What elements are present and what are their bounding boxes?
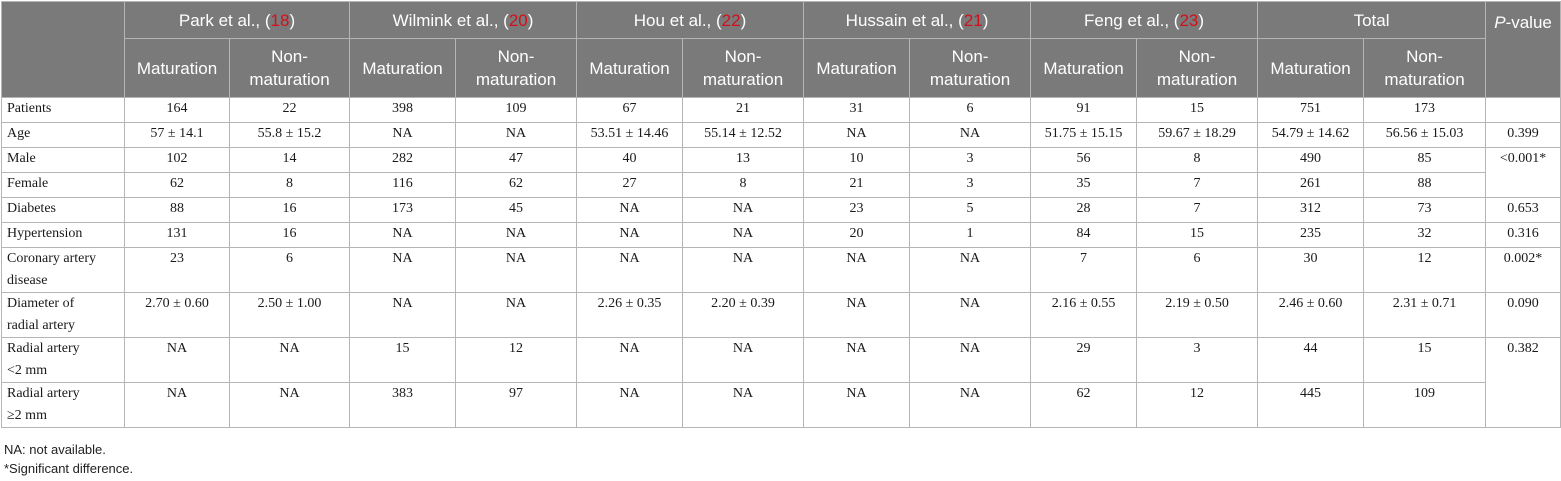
table-cell: 22 xyxy=(230,98,350,123)
table-cell: 116 xyxy=(350,173,456,198)
total-header: Total xyxy=(1258,2,1486,39)
table-footnotes xyxy=(4,440,133,478)
table-cell: NA xyxy=(683,338,804,383)
study-header: Hussain et al., (21) xyxy=(804,2,1031,39)
table-cell: 21 xyxy=(683,98,804,123)
row-label: Male xyxy=(2,148,125,173)
table-cell: NA xyxy=(456,293,577,338)
table-cell: NA xyxy=(910,293,1031,338)
table-cell: 7 xyxy=(1137,198,1258,223)
row-label: Hypertension xyxy=(2,223,125,248)
table-cell: NA xyxy=(804,123,910,148)
table-cell: 21 xyxy=(804,173,910,198)
table-cell: 6 xyxy=(230,248,350,293)
table-cell: NA xyxy=(804,248,910,293)
table-cell: 2.46 ± 0.60 xyxy=(1258,293,1364,338)
table-cell: 6 xyxy=(1137,248,1258,293)
table-cell: 44 xyxy=(1258,338,1364,383)
table-cell: 398 xyxy=(350,98,456,123)
p-value-cell: <0.001* xyxy=(1486,148,1561,198)
table-cell: 3 xyxy=(910,148,1031,173)
table-cell: NA xyxy=(456,223,577,248)
table-row xyxy=(2,338,1561,383)
table-cell: NA xyxy=(910,248,1031,293)
row-label: Coronary artery disease xyxy=(2,248,125,293)
non-maturation-header: Non- maturation xyxy=(1364,39,1486,98)
p-value-cell xyxy=(1486,98,1561,123)
table-cell: 3 xyxy=(1137,338,1258,383)
table-cell: NA xyxy=(230,383,350,428)
table-row xyxy=(2,148,1561,173)
table-cell: 109 xyxy=(456,98,577,123)
p-value-cell: 0.316 xyxy=(1486,223,1561,248)
table-cell: 8 xyxy=(230,173,350,198)
table-cell: 7 xyxy=(1137,173,1258,198)
table-cell: NA xyxy=(910,123,1031,148)
table-cell: NA xyxy=(910,383,1031,428)
table-cell: NA xyxy=(804,338,910,383)
table-cell: 2.19 ± 0.50 xyxy=(1137,293,1258,338)
table-cell: 88 xyxy=(1364,173,1486,198)
table-cell: NA xyxy=(683,248,804,293)
table-cell: 73 xyxy=(1364,198,1486,223)
table-cell: NA xyxy=(804,293,910,338)
table-cell: 7 xyxy=(1031,248,1137,293)
non-maturation-header: Non- maturation xyxy=(1137,39,1258,98)
table-cell: NA xyxy=(804,383,910,428)
table-cell: 3 xyxy=(910,173,1031,198)
footnote: *Significant difference. xyxy=(4,461,134,476)
table-row xyxy=(2,123,1561,148)
p-value-cell: 0.653 xyxy=(1486,198,1561,223)
row-label: Diameter of radial artery xyxy=(2,293,125,338)
table-cell: 57 ± 14.1 xyxy=(125,123,230,148)
table-cell: 2.70 ± 0.60 xyxy=(125,293,230,338)
table-cell: NA xyxy=(350,223,456,248)
table-cell: NA xyxy=(577,248,683,293)
corner-cell xyxy=(2,2,125,98)
maturation-header: Maturation xyxy=(577,39,683,98)
table-cell: 16 xyxy=(230,198,350,223)
table-cell: 12 xyxy=(1137,383,1258,428)
table-cell: 62 xyxy=(456,173,577,198)
table-cell: 23 xyxy=(804,198,910,223)
table-cell: 30 xyxy=(1258,248,1364,293)
table-cell: 31 xyxy=(804,98,910,123)
table-cell: NA xyxy=(456,248,577,293)
non-maturation-header: Non- maturation xyxy=(683,39,804,98)
table-cell: 312 xyxy=(1258,198,1364,223)
maturation-header: Maturation xyxy=(1031,39,1137,98)
table-cell: 15 xyxy=(1364,338,1486,383)
table-cell: 2.26 ± 0.35 xyxy=(577,293,683,338)
table-cell: 23 xyxy=(125,248,230,293)
table-cell: 28 xyxy=(1031,198,1137,223)
table-row xyxy=(2,223,1561,248)
table-cell: 27 xyxy=(577,173,683,198)
table-cell: 15 xyxy=(350,338,456,383)
table-cell: 84 xyxy=(1031,223,1137,248)
table-cell: 12 xyxy=(1364,248,1486,293)
row-label: Female xyxy=(2,173,125,198)
table-cell: NA xyxy=(577,338,683,383)
study-header: Park et al., (18) xyxy=(125,2,350,39)
table-cell: 173 xyxy=(1364,98,1486,123)
table-cell: 45 xyxy=(456,198,577,223)
table-cell: 88 xyxy=(125,198,230,223)
table-cell: 751 xyxy=(1258,98,1364,123)
table-cell: 282 xyxy=(350,148,456,173)
table-cell: 91 xyxy=(1031,98,1137,123)
study-header: Wilmink et al., (20) xyxy=(350,2,577,39)
table-cell: NA xyxy=(683,198,804,223)
row-label: Patients xyxy=(2,98,125,123)
table-cell: 51.75 ± 15.15 xyxy=(1031,123,1137,148)
non-maturation-header: Non- maturation xyxy=(910,39,1031,98)
table-cell: 8 xyxy=(683,173,804,198)
non-maturation-header: Non- maturation xyxy=(230,39,350,98)
table-cell: 55.14 ± 12.52 xyxy=(683,123,804,148)
table-cell: 6 xyxy=(910,98,1031,123)
table-cell: 15 xyxy=(1137,223,1258,248)
table-cell: 47 xyxy=(456,148,577,173)
table-cell: 131 xyxy=(125,223,230,248)
p-value-header: P-value xyxy=(1486,2,1561,98)
table-cell: 67 xyxy=(577,98,683,123)
table-cell: 1 xyxy=(910,223,1031,248)
table-cell: 445 xyxy=(1258,383,1364,428)
footnote: NA: not available. xyxy=(4,442,106,457)
table-cell: 2.16 ± 0.55 xyxy=(1031,293,1137,338)
table-row xyxy=(2,293,1561,338)
table-cell: 8 xyxy=(1137,148,1258,173)
table-cell: 29 xyxy=(1031,338,1137,383)
maturation-header: Maturation xyxy=(804,39,910,98)
table-cell: 59.67 ± 18.29 xyxy=(1137,123,1258,148)
table-cell: 62 xyxy=(1031,383,1137,428)
table-cell: 32 xyxy=(1364,223,1486,248)
study-header: Hou et al., (22) xyxy=(577,2,804,39)
table-cell: NA xyxy=(456,123,577,148)
table-cell: 235 xyxy=(1258,223,1364,248)
table-cell: NA xyxy=(125,338,230,383)
table-cell: 40 xyxy=(577,148,683,173)
table-cell: 53.51 ± 14.46 xyxy=(577,123,683,148)
table-cell: NA xyxy=(350,248,456,293)
table-cell: NA xyxy=(230,338,350,383)
maturation-header: Maturation xyxy=(1258,39,1364,98)
table-cell: 10 xyxy=(804,148,910,173)
table-cell: NA xyxy=(125,383,230,428)
table-cell: NA xyxy=(350,123,456,148)
table-cell: 35 xyxy=(1031,173,1137,198)
table-row xyxy=(2,248,1561,293)
table-cell: 5 xyxy=(910,198,1031,223)
table-cell: NA xyxy=(910,338,1031,383)
table-cell: NA xyxy=(577,198,683,223)
table-cell: 54.79 ± 14.62 xyxy=(1258,123,1364,148)
data-table xyxy=(1,1,1561,428)
table-cell: 383 xyxy=(350,383,456,428)
table-cell: 13 xyxy=(683,148,804,173)
table-cell: 62 xyxy=(125,173,230,198)
table-cell: 102 xyxy=(125,148,230,173)
table-cell: 15 xyxy=(1137,98,1258,123)
table-cell: 173 xyxy=(350,198,456,223)
table-cell: 12 xyxy=(456,338,577,383)
table-cell: 56.56 ± 15.03 xyxy=(1364,123,1486,148)
table-row xyxy=(2,98,1561,123)
table-cell: NA xyxy=(577,223,683,248)
maturation-header: Maturation xyxy=(125,39,230,98)
maturation-header: Maturation xyxy=(350,39,456,98)
row-label: Radial artery <2 mm xyxy=(2,338,125,383)
table-cell: NA xyxy=(683,223,804,248)
table-cell: 109 xyxy=(1364,383,1486,428)
table-cell: 490 xyxy=(1258,148,1364,173)
table-cell: 16 xyxy=(230,223,350,248)
p-value-cell: 0.399 xyxy=(1486,123,1561,148)
p-value-cell: 0.090 xyxy=(1486,293,1561,338)
row-label: Age xyxy=(2,123,125,148)
p-value-cell: 0.002* xyxy=(1486,248,1561,293)
table-cell: NA xyxy=(683,383,804,428)
table-row xyxy=(2,198,1561,223)
table-cell: 2.20 ± 0.39 xyxy=(683,293,804,338)
table-cell: 56 xyxy=(1031,148,1137,173)
table-cell: 20 xyxy=(804,223,910,248)
table-cell: NA xyxy=(350,293,456,338)
table-cell: 2.50 ± 1.00 xyxy=(230,293,350,338)
table-cell: 55.8 ± 15.2 xyxy=(230,123,350,148)
table-cell: 14 xyxy=(230,148,350,173)
table-row xyxy=(2,383,1561,428)
table-cell: 2.31 ± 0.71 xyxy=(1364,293,1486,338)
table-cell: NA xyxy=(577,383,683,428)
table-cell: 261 xyxy=(1258,173,1364,198)
study-header: Feng et al., (23) xyxy=(1031,2,1258,39)
row-label: Radial artery ≥2 mm xyxy=(2,383,125,428)
table-cell: 97 xyxy=(456,383,577,428)
row-label: Diabetes xyxy=(2,198,125,223)
table-row xyxy=(2,173,1561,198)
table-cell: 85 xyxy=(1364,148,1486,173)
p-value-cell: 0.382 xyxy=(1486,338,1561,428)
table-cell: 164 xyxy=(125,98,230,123)
non-maturation-header: Non- maturation xyxy=(456,39,577,98)
